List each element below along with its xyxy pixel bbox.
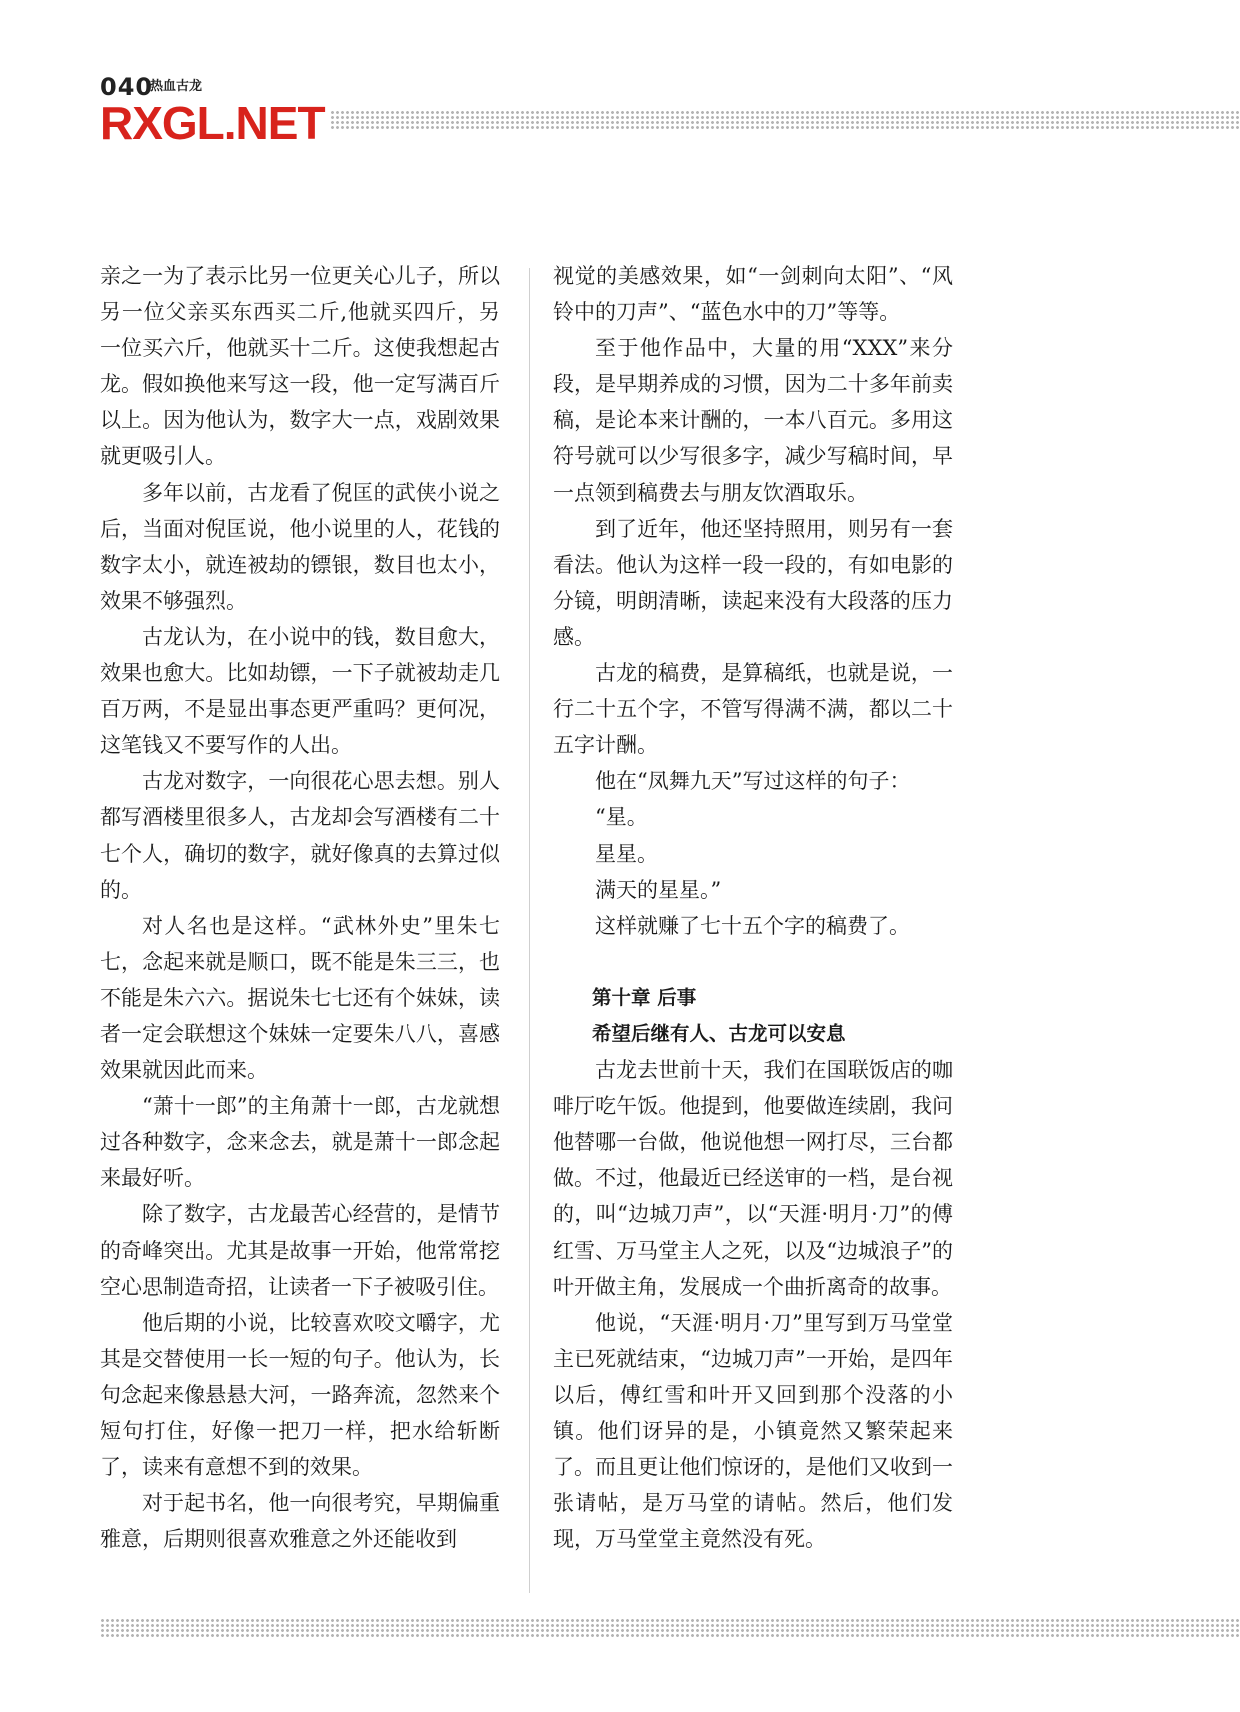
paragraph: 他在“凤舞九天”写过这样的句子： [595, 769, 911, 794]
header-dot-band [330, 110, 1240, 130]
paragraph: 古龙对数字，一向很花心思去想。别人都写酒楼里很多人，古龙却会写酒楼有二十七个人，确切的数字，就好像真的去算过似的。 [100, 769, 500, 902]
paragraph: 他说，“天涯·明月·刀”里写到万马堂堂主已死就结束，“边城刀声”一开始，是四年以后，傅红雪和叶开又回到那个没落的小镇。他们讶异的是，小镇竟然又繁荣起来了。而且更让他们惊讶的，是他们又收到一张请帖，是万马堂的请帖。然后，他们发现，万马堂堂主竟然没有死。 [553, 1310, 953, 1552]
footer-dot-band [100, 1618, 1240, 1638]
section-heading: 第十章 后事 [592, 985, 697, 1009]
page-number: 040 [100, 73, 154, 101]
section-title: 热血古龙 [150, 79, 203, 94]
paragraph: 多年以前，古龙看了倪匡的武侠小说之后，当面对倪匡说，他小说里的人，花钱的数字太小，就连被劫的镖银，数目也太小，效果不够强烈。 [100, 480, 500, 613]
paragraph: 至于他作品中，大量的用“XXX”来分段，是早期养成的习惯，因为二十多年前卖稿，是论本来计酬的，一本八百元。多用这符号就可以少写很多字，减少写稿时间，早一点领到稿费去与朋友饮酒取乐。 [553, 336, 953, 505]
paragraph: 这样就赚了七十五个字的稿费了。 [595, 913, 910, 938]
blank-line [553, 944, 953, 980]
column-divider [529, 268, 530, 1593]
paragraph: 古龙的稿费，是算稿纸，也就是说，一行二十五个字，不管写得满不满，都以二十五字计酬。 [553, 661, 953, 758]
paragraph: 除了数字，古龙最苦心经营的，是情节的奇峰突出。尤其是故事一开始，他常常挖空心思制造奇招，让读者一下子被吸引住。 [100, 1202, 500, 1299]
section-heading: 希望后继有人、古龙可以安息 [592, 1021, 846, 1045]
paragraph: 亲之一为了表示比另一位更关心儿子，所以另一位父亲买东西买二斤,他就买四斤，另一位买六斤，他就买十二斤。这使我想起古龙。假如换他来写这一段，他一定写满百斤以上。因为他认为，数字大一点，戏剧效果就更吸引人。 [100, 264, 500, 469]
paragraph: 视觉的美感效果，如“一剑刺向太阳”、“风铃中的刀声”、“蓝色水中的刀”等等。 [553, 264, 953, 325]
site-logo: RXGL.NET [100, 97, 325, 149]
left-text-column [100, 258, 500, 1557]
paragraph: 星星。 [595, 841, 658, 866]
paragraph: 对于起书名，他一向很考究，早期偏重雅意，后期则很喜欢雅意之外还能收到 [100, 1491, 500, 1552]
right-text-column [553, 258, 953, 1557]
paragraph: 他后期的小说，比较喜欢咬文嚼字，尤其是交替使用一长一短的句子。他认为，长句念起来像悬悬大河，一路奔流，忽然来个短句打住，好像一把刀一样，把水给斩断了，读来有意想不到的效果。 [100, 1310, 500, 1480]
paragraph: 到了近年，他还坚持照用，则另有一套看法。他认为这样一段一段的，有如电影的分镜，明朗清晰，读起来没有大段落的压力感。 [553, 516, 953, 649]
paragraph: “星。 [595, 805, 648, 830]
paragraph: “萧十一郎”的主角萧十一郎，古龙就想过各种数字，念来念去，就是萧十一郎念起来最好听。 [100, 1094, 500, 1191]
paragraph: 古龙认为，在小说中的钱，数目愈大，效果也愈大。比如劫镖，一下子就被劫走几百万两，不是显出事态更严重吗？更何况，这笔钱又不要写作的人出。 [100, 624, 500, 758]
paragraph: 对人名也是这样。“武林外史”里朱七七，念起来就是顺口，既不能是朱三三，也不能是朱六六。据说朱七七还有个妹妹，读者一定会联想这个妹妹一定要朱八八，喜感效果就因此而来。 [100, 913, 500, 1083]
paragraph: 古龙去世前十天，我们在国联饭店的咖啡厅吃午饭。他提到，他要做连续剧，我问他替哪一台做，他说他想一网打尽，三台都做。不过，他最近已经送审的一档，是台视的，叫“边城刀声”，以“天涯·明月·刀”的傅红雪、万马堂主人之死，以及“边城浪子”的叶开做主角，发展成一个曲折离奇的故事。 [553, 1058, 953, 1299]
paragraph: 满天的星星。” [595, 877, 722, 902]
